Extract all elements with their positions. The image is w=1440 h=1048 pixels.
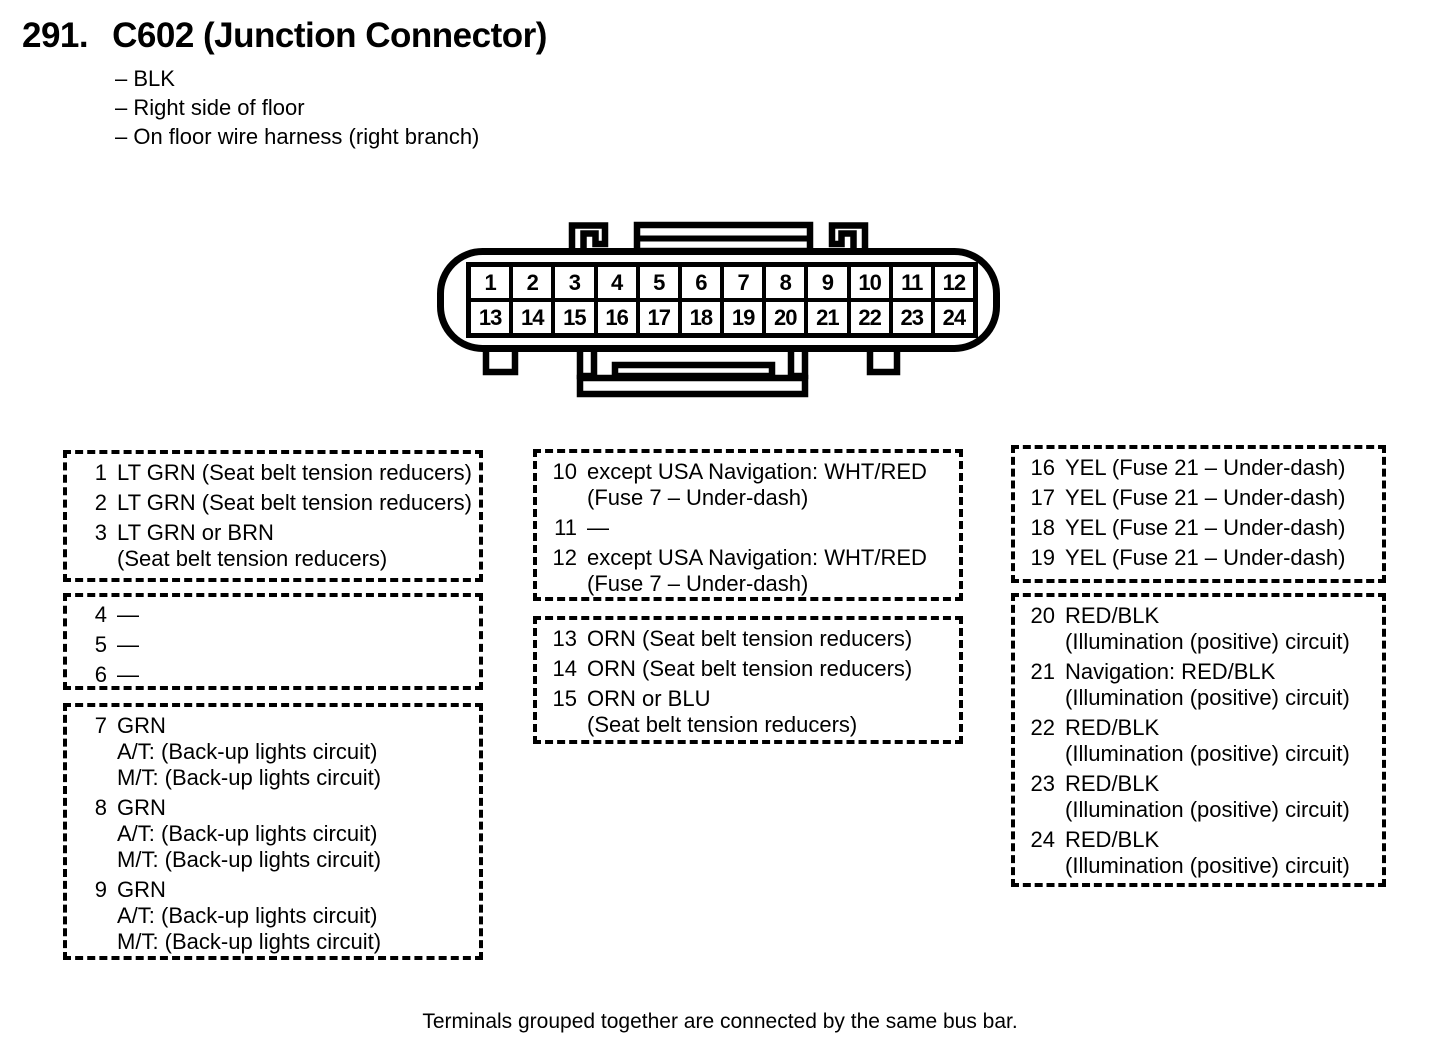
connector-bottom-left-stem [580,348,594,376]
page-title [22,16,547,56]
description-line: LT GRN (Seat belt tension reducers) [117,490,473,515]
pin-description [587,515,949,541]
pin-entry-16 [1029,455,1372,481]
pin-description [587,545,949,597]
connector-bottom-slot [615,365,772,376]
pin-description [1065,659,1372,711]
pin-description [587,459,949,511]
pin-20: 20 [764,300,806,335]
pin-number: 7 [94,713,107,738]
pin-number: 11 [554,515,577,540]
pin-9: 9 [806,265,848,300]
pin-number: 24 [1030,827,1055,852]
pin-17: 17 [638,300,680,335]
description-line: A/T: (Back-up lights circuit) [117,821,378,846]
pin-entry-3 [81,520,469,572]
pin-number: 22 [1030,715,1055,740]
pin-entry-2 [81,490,473,516]
pin-12: 12 [933,265,975,300]
pin-11: 11 [891,265,933,300]
pin-description [1065,603,1372,655]
description-line: — [117,662,139,687]
pin-2: 2 [511,265,553,300]
footer-note: Terminals grouped together are connected by the same bus bar. [422,1010,1018,1033]
pin-description [1065,545,1372,571]
description-line: GRN [117,877,166,902]
pin-entry-15 [551,686,949,738]
description-line: (Illumination (positive) circuit) [1065,685,1350,710]
pin-entry-12 [551,545,949,597]
pin-7: 7 [722,265,764,300]
description-line: (Seat belt tension reducers) [587,712,858,737]
pin-entry-24 [1029,827,1372,879]
pin-group-box-20-24 [1011,593,1386,887]
pin-group-box-1-3 [63,450,483,582]
pin-description [1065,455,1372,481]
pin-23: 23 [891,300,933,335]
pin-entry-21 [1029,659,1372,711]
pin-1: 1 [469,265,511,300]
description-line: except USA Navigation: WHT/RED [587,459,927,484]
pin-entry-7 [81,713,469,791]
pin-number: 9 [94,877,107,902]
description-line: M/T: (Back-up lights circuit) [117,847,382,872]
pin-entry-4 [81,602,469,628]
note-harness: – On floor wire harness (right branch) [115,124,480,149]
pin-6: 6 [680,265,722,300]
title-text: C602 (Junction Connector) [112,16,547,55]
pin-description [1065,771,1372,823]
description-line: (Illumination (positive) circuit) [1065,797,1350,822]
description-line: ORN (Seat belt tension reducers) [587,656,913,681]
pin-number: 10 [552,459,577,484]
pin-3: 3 [553,265,595,300]
pin-description [117,460,472,486]
pin-grid [466,262,978,338]
pin-number: 8 [94,795,107,820]
pin-entry-23 [1029,771,1372,823]
pin-entry-9 [81,877,469,955]
description-line: — [117,602,139,627]
pin-entry-1 [81,460,473,486]
pin-description [117,632,469,658]
title-number: 291. [22,16,89,55]
pin-number: 15 [552,686,577,711]
pin-16: 16 [596,300,638,335]
description-line: RED/BLK [1065,715,1160,740]
pin-description [117,520,469,572]
pin-24: 24 [933,300,975,335]
pin-description [117,490,472,516]
description-line: except USA Navigation: WHT/RED [587,545,927,570]
pin-description [1065,715,1372,767]
pin-description [1065,827,1372,879]
pin-group-box-10-12 [533,449,963,601]
pin-15: 15 [553,300,595,335]
pin-18: 18 [680,300,722,335]
pin-19: 19 [722,300,764,335]
description-line: (Illumination (positive) circuit) [1065,853,1350,878]
pin-group-box-7-9 [63,703,483,960]
pin-description [117,713,469,791]
pin-8: 8 [764,265,806,300]
connector-bottom-plate [580,378,805,394]
description-line: — [587,515,609,540]
pin-entry-18 [1029,515,1372,541]
pin-number: 3 [94,520,107,545]
description-line: ORN (Seat belt tension reducers) [587,626,913,651]
pin-entry-17 [1029,485,1372,511]
pin-number: 16 [1030,455,1055,480]
pin-entry-11 [551,515,949,541]
description-line: RED/BLK [1065,603,1160,628]
pin-description [117,877,469,955]
pin-number: 13 [552,626,577,651]
pin-description [587,626,949,652]
description-line: GRN [117,713,166,738]
pin-group-box-16-19 [1011,445,1386,583]
pin-13: 13 [469,300,511,335]
pin-number: 14 [552,656,577,681]
note-color: – BLK [115,66,175,91]
description-line: RED/BLK [1065,827,1160,852]
note-location: – Right side of floor [115,95,305,120]
pin-21: 21 [806,300,848,335]
pin-number: 23 [1030,771,1055,796]
pin-number: 21 [1030,659,1055,684]
pin-entry-19 [1029,545,1372,571]
description-line: A/T: (Back-up lights circuit) [117,739,378,764]
pin-entry-5 [81,632,469,658]
pin-14: 14 [511,300,553,335]
pin-entry-14 [551,656,949,682]
description-line: (Illumination (positive) circuit) [1065,741,1350,766]
pin-description [117,662,469,688]
pin-entry-20 [1029,603,1372,655]
pin-number: 4 [94,602,107,627]
pin-description [1065,485,1372,511]
description-line: YEL (Fuse 21 – Under-dash) [1065,515,1346,540]
pin-group-box-13-15 [533,616,963,744]
pin-22: 22 [849,300,891,335]
connector-bottom-right-stem [791,348,805,376]
description-line: (Fuse 7 – Under-dash) [587,571,809,596]
description-line: YEL (Fuse 21 – Under-dash) [1065,485,1346,510]
description-line: YEL (Fuse 21 – Under-dash) [1065,455,1346,480]
pin-description [117,795,469,873]
pin-number: 20 [1030,603,1055,628]
pin-entry-8 [81,795,469,873]
pin-entry-10 [551,459,949,511]
pin-10: 10 [849,265,891,300]
pin-5: 5 [638,265,680,300]
description-line: LT GRN (Seat belt tension reducers) [117,460,473,485]
pin-4: 4 [596,265,638,300]
description-line: M/T: (Back-up lights circuit) [117,765,382,790]
pin-number: 2 [94,490,107,515]
description-line: LT GRN or BRN [117,520,274,545]
description-line: M/T: (Back-up lights circuit) [117,929,382,954]
pin-entry-6 [81,662,469,688]
pin-entry-22 [1029,715,1372,767]
pin-group-box-4-6 [63,593,483,690]
pin-entry-13 [551,626,949,652]
pin-number: 1 [94,460,107,485]
description-line: ORN or BLU [587,686,711,711]
pin-number: 5 [94,632,107,657]
description-line: (Fuse 7 – Under-dash) [587,485,809,510]
pin-description [117,602,469,628]
pin-number: 6 [94,662,107,687]
description-line: A/T: (Back-up lights circuit) [117,903,378,928]
pin-description [587,686,949,738]
description-line: (Illumination (positive) circuit) [1065,629,1350,654]
description-line: RED/BLK [1065,771,1160,796]
description-line: YEL (Fuse 21 – Under-dash) [1065,545,1346,570]
connector-diagram [435,218,1007,408]
connector-notes [115,64,479,151]
pin-number: 19 [1030,545,1055,570]
pin-number: 17 [1030,485,1055,510]
pin-number: 12 [552,545,577,570]
description-line: — [117,632,139,657]
pin-description [587,656,949,682]
pin-number: 18 [1030,515,1055,540]
description-line: (Seat belt tension reducers) [117,546,388,571]
description-line: GRN [117,795,166,820]
pin-description [1065,515,1372,541]
description-line: Navigation: RED/BLK [1065,659,1276,684]
